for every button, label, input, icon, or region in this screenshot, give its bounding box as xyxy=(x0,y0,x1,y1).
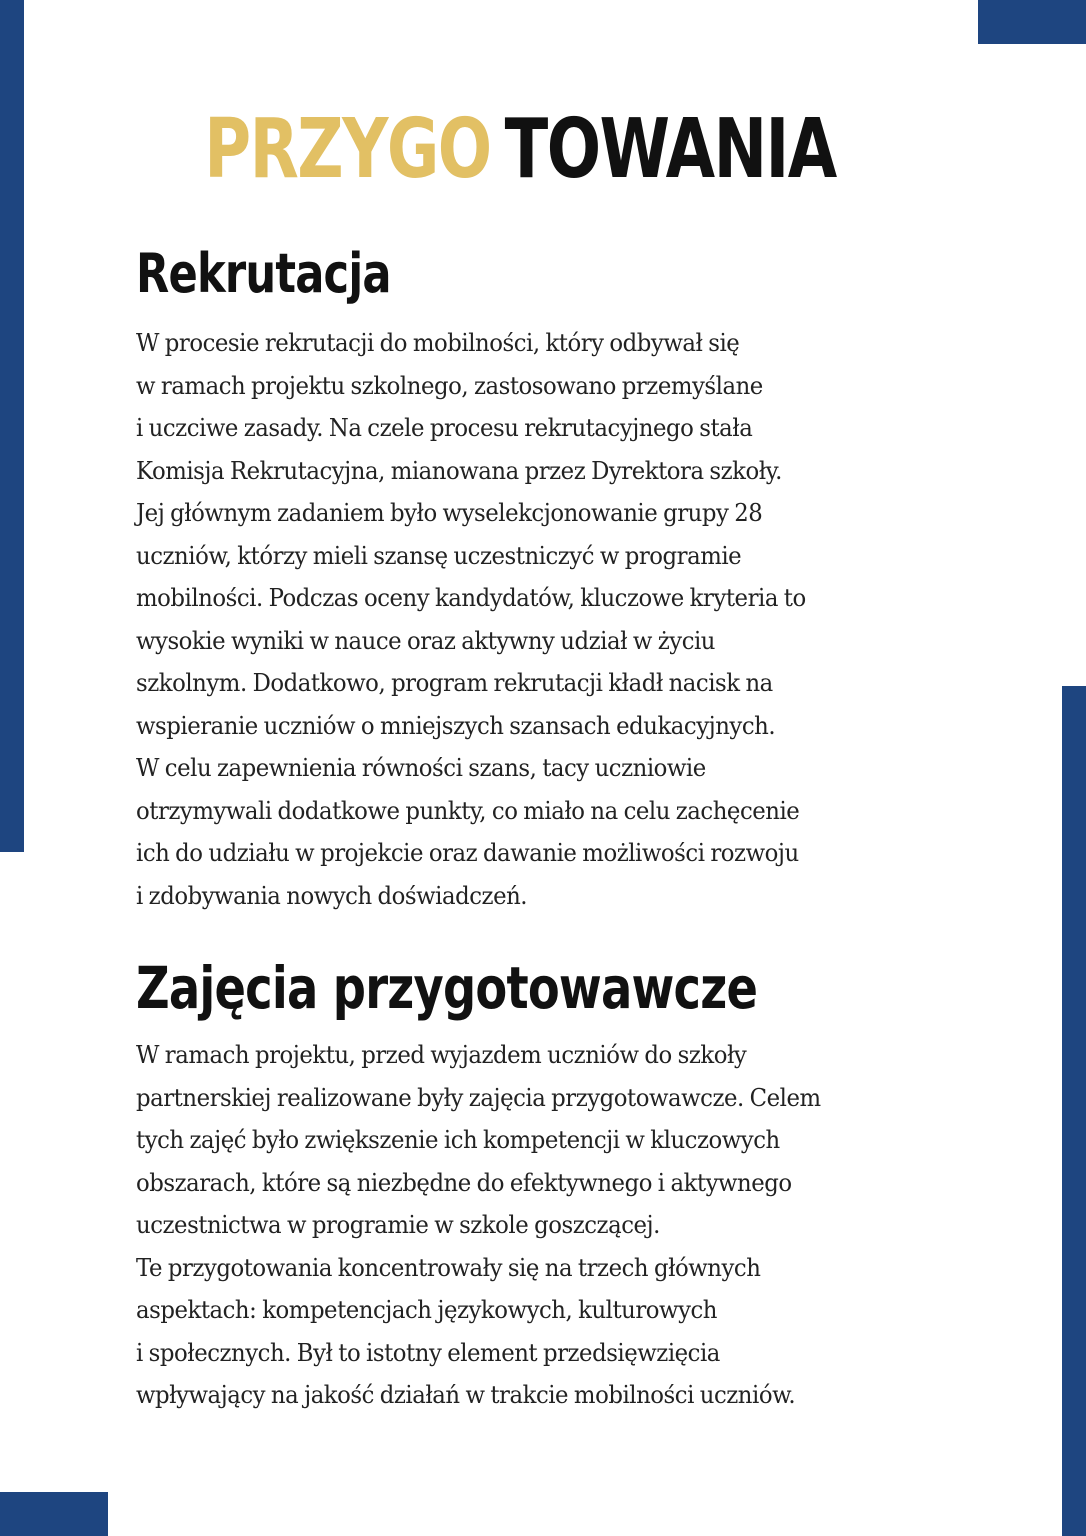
section-body-rekrutacja xyxy=(136,322,956,917)
page-title xyxy=(114,100,925,200)
section-body-zajecia xyxy=(136,1034,956,1417)
body-line: W celu zapewnienia równości szans, tacy uczniowie xyxy=(136,753,706,782)
body-line: wpływający na jakość działań w trakcie mobilności uczniów. xyxy=(136,1380,796,1409)
body-line: Jej głównym zadaniem było wyselekcjonowanie grupy 28 xyxy=(136,498,763,527)
body-line: wysokie wyniki w nauce oraz aktywny udział w życiu xyxy=(136,625,716,655)
body-line: tych zajęć było zwiększenie ich kompetencji w kluczowych xyxy=(136,1125,780,1154)
body-line: w ramach projektu szkolnego, zastosowano przemyślane xyxy=(136,370,763,400)
page-title-part1: PRZYGO xyxy=(204,102,491,197)
body-line: Komisja Rekrutacyjna, mianowana przez Dyrektora szkoły. xyxy=(136,455,782,485)
body-line: mobilności. Podczas oceny kandydatów, kluczowe kryteria to xyxy=(136,583,806,612)
body-line: obszarach, które są niezbędne do efektywnego i aktywnego xyxy=(136,1167,792,1197)
section-heading-rekrutacja: Rekrutacja xyxy=(136,242,391,305)
decor-bar-right xyxy=(1062,686,1086,1536)
body-line: partnerskiej realizowane były zajęcia przygotowawcze. Celem xyxy=(136,1082,821,1112)
body-line: szkolnym. Dodatkowo, program rekrutacji kładł nacisk na xyxy=(136,668,773,697)
body-line: wspieranie uczniów o mniejszych szansach edukacyjnych. xyxy=(136,710,776,740)
body-line: W ramach projektu, przed wyjazdem uczniów do szkoły xyxy=(136,1040,747,1069)
body-line: Te przygotowania koncentrowały się na trzech głównych xyxy=(136,1252,761,1282)
body-line: i uczciwe zasady. Na czele procesu rekrutacyjnego stała xyxy=(136,413,753,442)
body-line: otrzymywali dodatkowe punkty, co miało na celu zachęcenie xyxy=(136,795,800,825)
decor-block-top-right xyxy=(978,0,1086,44)
body-line: uczniów, którzy mieli szansę uczestniczyć w programie xyxy=(136,540,742,570)
section-heading-zajecia: Zajęcia przygotowawcze xyxy=(136,954,758,1022)
body-line: uczestnictwa w programie w szkole goszczącej. xyxy=(136,1210,660,1239)
body-line: aspektach: kompetencjach językowych, kulturowych xyxy=(136,1295,718,1324)
body-line: ich do udziału w projekcie oraz dawanie możliwości rozwoju xyxy=(136,838,799,867)
decor-bar-left xyxy=(0,0,24,852)
body-line: i zdobywania nowych doświadczeń. xyxy=(136,880,528,910)
page-title-part2: TOWANIA xyxy=(504,102,836,197)
body-line: i społecznych. Był to istotny element przedsięwzięcia xyxy=(136,1337,720,1367)
body-line: W procesie rekrutacji do mobilności, który odbywał się xyxy=(136,328,740,357)
decor-block-bottom-left xyxy=(0,1492,108,1536)
